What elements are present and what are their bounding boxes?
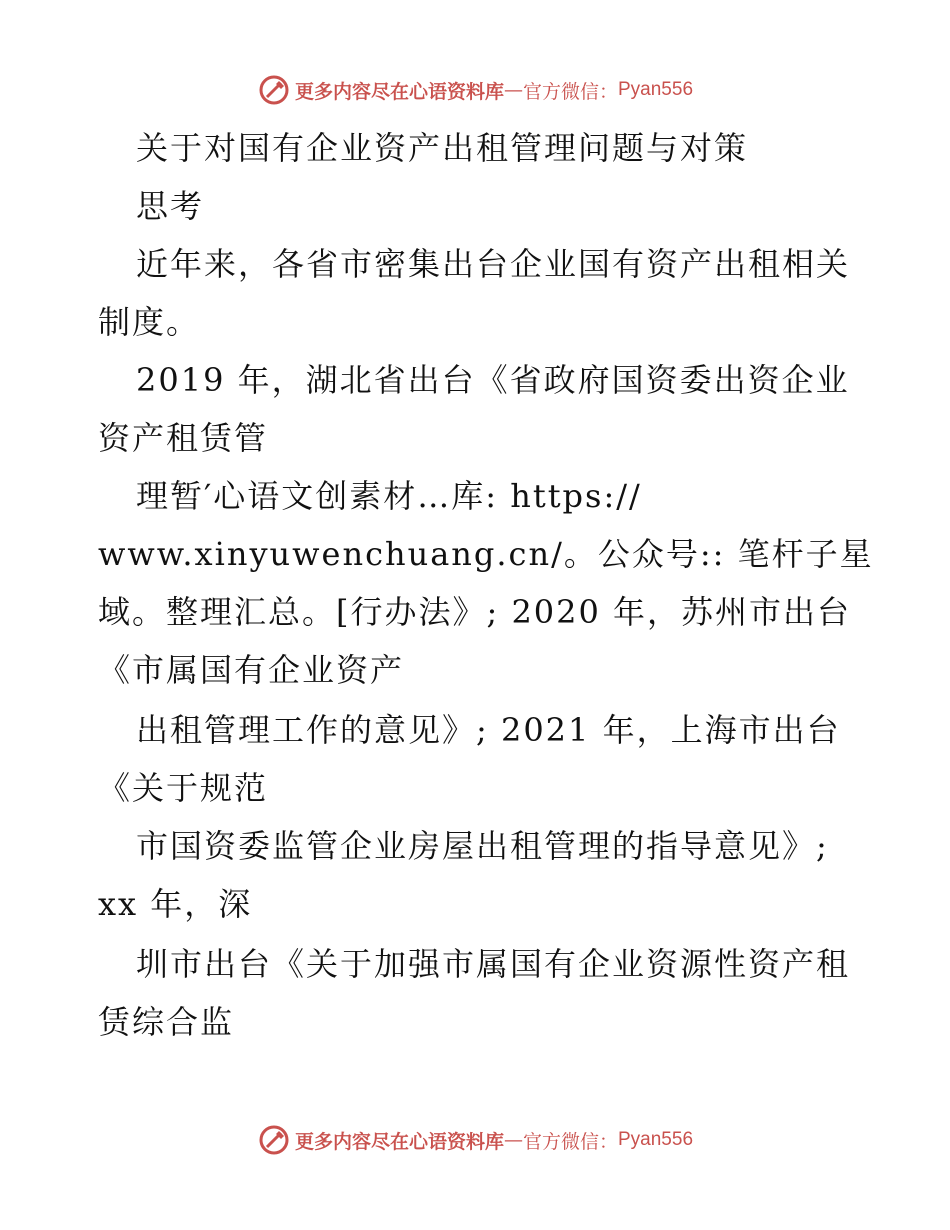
doc-line: 制度。 <box>98 303 201 341</box>
banner-dash: — <box>503 1129 523 1151</box>
doc-line: 市国资委监管企业房屋出租管理的指导意见》; <box>136 827 829 865</box>
banner-wechat-id: Pyan556 <box>618 1129 694 1150</box>
banner-text: 更多内容尽在心语资料库 <box>294 1130 504 1153</box>
doc-line: 出租管理工作的意见》; 2021 年，上海市出台 <box>136 711 841 749</box>
banner-wechat-label: 官方微信： <box>522 1130 618 1153</box>
doc-line: xx 年，深 <box>98 885 253 923</box>
doc-title-line-1: 关于对国有企业资产出租管理问题与对策 <box>136 129 749 167</box>
doc-line: www.xinyuwenchuang.cn/。公众号:: 笔杆子星 <box>98 535 874 573</box>
doc-line: 近年来，各省市密集出台企业国有资产出租相关 <box>136 245 851 283</box>
logo-icon <box>257 73 291 107</box>
doc-title-line-2: 思考 <box>136 187 205 225</box>
banner-dash: — <box>503 79 523 101</box>
doc-line: 《关于规范 <box>98 769 269 807</box>
banner-text: 更多内容尽在心语资料库 <box>294 80 504 103</box>
doc-line: 理暂′心语文创素材…库: https:// <box>136 477 642 515</box>
footer-banner <box>0 1120 950 1160</box>
doc-line: 圳市出台《关于加强市属国有企业资源性资产租 <box>136 945 851 983</box>
banner-wechat-id: Pyan556 <box>618 79 694 100</box>
header-banner <box>0 70 950 110</box>
logo-icon <box>257 1123 291 1157</box>
doc-line: 《市属国有企业资产 <box>98 651 405 689</box>
doc-line: 赁综合监 <box>98 1003 235 1041</box>
doc-line: 2019 年，湖北省出台《省政府国资委出资企业 <box>136 361 850 399</box>
doc-line: 域。整理汇总。[行办法》; 2020 年，苏州市出台 <box>98 593 852 631</box>
banner-wechat-label: 官方微信： <box>522 80 618 103</box>
doc-line: 资产租赁管 <box>98 419 269 457</box>
